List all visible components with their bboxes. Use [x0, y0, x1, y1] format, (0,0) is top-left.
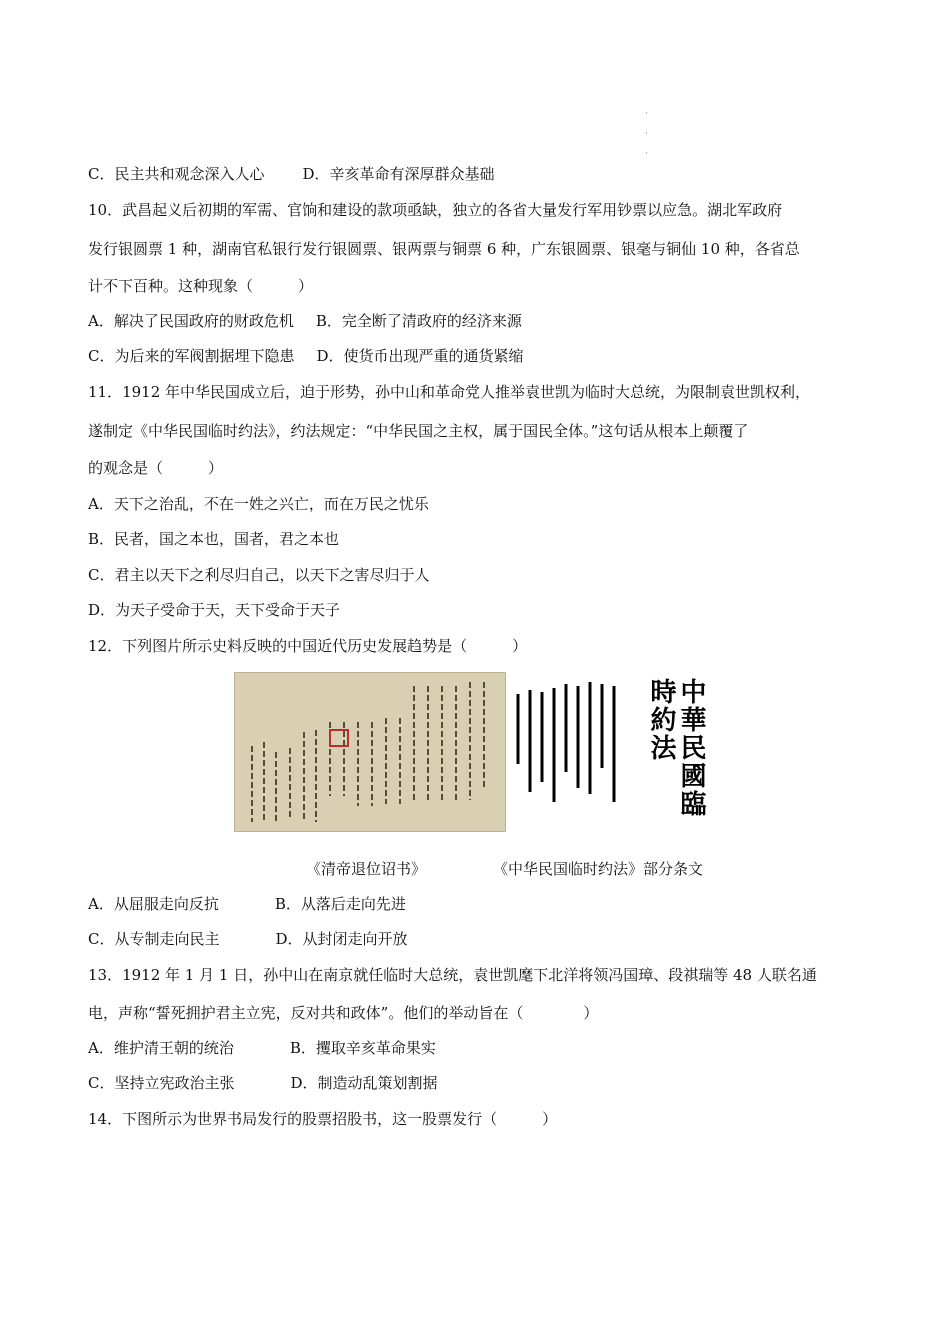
- q12-caption-left: 《清帝退位诏书》: [306, 860, 427, 878]
- q10-option-c[interactable]: C．为后来的军阀割据埋下隐患: [88, 347, 295, 365]
- edict-paper: [234, 672, 506, 832]
- q12-options-cd: [88, 928, 408, 950]
- q12-figure: [234, 672, 712, 832]
- q11-stem-line3: 的观念是（ ）: [88, 459, 224, 477]
- q14-stem: 14．下图所示为世界书局发行的股票招股书，这一股票发行（ ）: [88, 1110, 558, 1128]
- q11-option-d[interactable]: D．为天子受命于天，天下受命于天子: [88, 601, 341, 619]
- q13-option-b[interactable]: B．攫取辛亥革命果实: [289, 1039, 436, 1057]
- q12-option-b[interactable]: B．从落后走向先进: [274, 895, 406, 913]
- q11-option-c[interactable]: C．君主以天下之利尽归自己，以天下之害尽归于人: [88, 566, 430, 584]
- q11-stem-line1: 11．1912 年中华民国成立后，迫于形势，孙中山和革命党人推举袁世凯为临时大总统，为限制袁世凯权利，: [88, 383, 811, 401]
- q12-options-ab: [88, 893, 406, 915]
- constitution-title-calligraphy: 中華民國臨時約法: [646, 678, 706, 818]
- q11-stem-line2: 遂制定《中华民国临时约法》，约法规定：“中华民国之主权，属于国民全体。”这句话从根本上颠覆了: [88, 422, 749, 440]
- q9-option-c[interactable]: C．民主共和观念深入人心: [88, 165, 265, 183]
- q10-stem-line3: 计不下百种。这种现象（ ）: [88, 277, 314, 295]
- q10-options-ab: [88, 310, 522, 332]
- q11-option-a[interactable]: A．天下之治乱，不在一姓之兴亡，而在万民之忧乐: [88, 495, 429, 513]
- q12-option-a[interactable]: A．从屈服走向反抗: [88, 895, 219, 913]
- q10-stem-line1: 10．武昌起义后初期的军需、官饷和建设的款项亟缺，独立的各省大量发行军用钞票以应急。湖北军政府: [88, 201, 783, 219]
- q13-stem-line1: 13．1912 年 1 月 1 日，孙中山在南京就任临时大总统，袁世凯麾下北洋将领冯国璋、段祺瑞等 48 人联名通: [88, 966, 817, 984]
- q13-option-d[interactable]: D．制造动乱策划割据: [290, 1074, 438, 1092]
- q12-stem: 12．下列图片所示史料反映的中国近代历史发展趋势是（ ）: [88, 637, 528, 655]
- q12-caption-right: 《中华民国临时约法》部分条文: [493, 860, 704, 878]
- q9-option-d[interactable]: D．辛亥革命有深厚群众基础: [302, 165, 495, 183]
- q13-option-c[interactable]: C．坚持立宪政治主张: [88, 1074, 235, 1092]
- q13-stem-line2: 电，声称“誓死拥护君主立宪，反对共和政体”。他们的举动旨在（ ）: [88, 1004, 599, 1022]
- q11-option-b[interactable]: B．民者，国之本也，国者，君之本也: [88, 530, 340, 548]
- q9-options-cd: [88, 163, 495, 185]
- header-dots: · · ·: [645, 109, 648, 159]
- q13-options-cd: [88, 1072, 438, 1094]
- q12-option-d[interactable]: D．从封闭走向开放: [275, 930, 408, 948]
- q10-option-d[interactable]: D．使货币出现严重的通货紧缩: [316, 347, 524, 365]
- q10-options-cd: [88, 345, 524, 367]
- q10-stem-line2: 发行银圆票 1 种，湖南官私银行发行银圆票、银两票与铜票 6 种，广东银圆票、银毫与铜仙 10 种，各省总: [88, 240, 800, 258]
- historical-documents-image: [234, 672, 712, 832]
- q13-options-ab: [88, 1037, 436, 1059]
- q10-option-b[interactable]: B．完全断了清政府的经济来源: [315, 312, 522, 330]
- q13-option-a[interactable]: A．维护清王朝的统治: [88, 1039, 234, 1057]
- q12-option-c[interactable]: C．从专制走向民主: [88, 930, 220, 948]
- q10-option-a[interactable]: A．解决了民国政府的财政危机: [88, 312, 294, 330]
